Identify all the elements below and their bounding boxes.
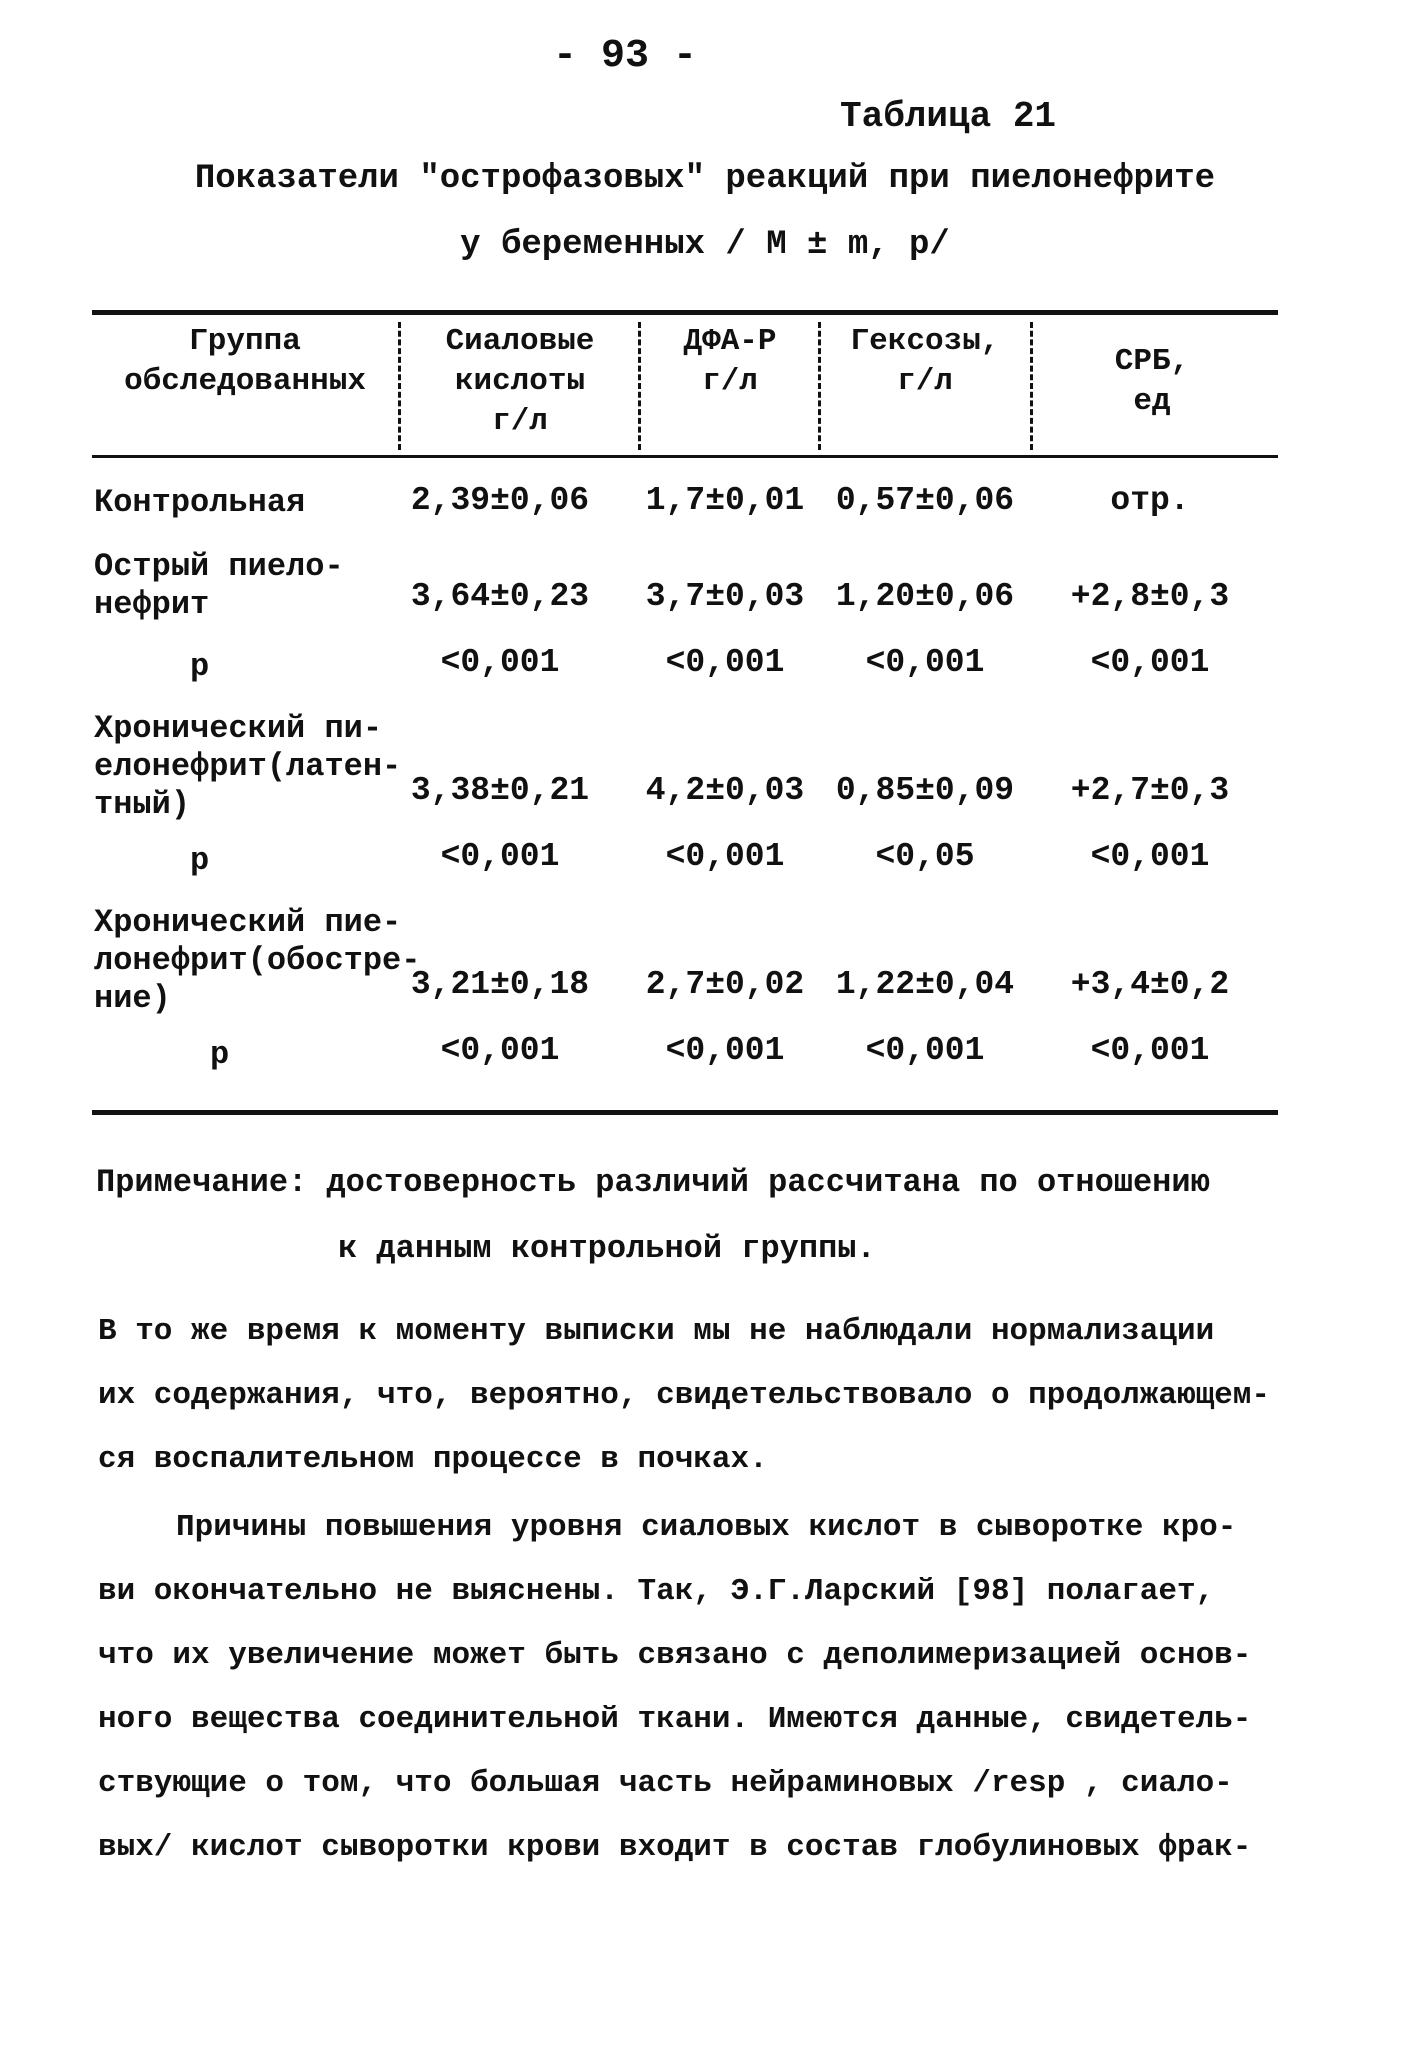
p-cell: <0,001: [665, 838, 785, 875]
value-cell: 4,2±0,03: [645, 772, 805, 809]
p-cell: <0,05: [875, 838, 975, 875]
value-cell: +3,4±0,2: [1070, 966, 1230, 1003]
row-label-acute: Острый пиело- нефрит: [94, 548, 344, 623]
col-header-dfa: ДФА-Р г/л: [683, 324, 777, 399]
paragraph-line: что их увеличение может быть связано с деполимеризацией основ-: [98, 1638, 1252, 1673]
value-cell: 1,22±0,04: [835, 966, 1015, 1003]
table-number: Таблица 21: [840, 96, 1057, 137]
table-bottom-rule: [92, 1110, 1278, 1115]
col-header-sialic-acids: Сиаловые кислоты г/л: [445, 324, 595, 439]
value-cell: +2,8±0,3: [1070, 578, 1230, 615]
p-cell: <0,001: [440, 838, 560, 875]
p-cell: <0,001: [665, 644, 785, 681]
table-top-rule: [92, 310, 1278, 315]
paragraph-line: ствующие о том, что большая часть нейраминовых /resp , сиало-: [98, 1766, 1233, 1801]
p-cell: <0,001: [1090, 1032, 1210, 1069]
value-cell: 0,57±0,06: [835, 482, 1015, 519]
value-cell: 3,38±0,21: [410, 772, 590, 809]
p-cell: <0,001: [440, 644, 560, 681]
p-cell: <0,001: [865, 644, 985, 681]
p-cell: <0,001: [665, 1032, 785, 1069]
paragraph-line: Причины повышения уровня сиаловых кислот в сыворотке кро-: [176, 1510, 1237, 1545]
value-cell: +2,7±0,3: [1070, 772, 1230, 809]
table-header-rule: [92, 455, 1278, 458]
page-number: - 93 -: [552, 34, 698, 79]
col-header-group: Группа обследованных: [124, 324, 366, 399]
value-cell: 1,7±0,01: [645, 482, 805, 519]
row-label-control: Контрольная: [94, 484, 306, 521]
p-cell: <0,001: [865, 1032, 985, 1069]
paragraph-line: ного вещества соединительной ткани. Имеются данные, свидетель-: [98, 1702, 1252, 1737]
table-title-line2: у беременных / M ± m, p/: [460, 226, 950, 264]
paragraph-line: ви окончательно не выяснены. Так, Э.Г.Ларский [98] полагает,: [98, 1574, 1215, 1609]
value-cell: 2,7±0,02: [645, 966, 805, 1003]
value-cell: 3,7±0,03: [645, 578, 805, 615]
row-label-chronic-latent: Хронический пи- елонефрит(латен- тный): [94, 710, 402, 823]
col-header-crp: СРБ, ед: [1114, 344, 1190, 419]
paragraph-line: В то же время к моменту выписки мы не наблюдали нормализации: [98, 1314, 1215, 1349]
table-title-line1: Показатели "острофазовых" реакций при пиелонефрите: [194, 160, 1216, 198]
table-note-line2: к данным контрольной группы.: [338, 1230, 876, 1267]
paragraph-line: ся воспалительном процессе в почках.: [98, 1442, 768, 1477]
p-label: p: [210, 1036, 230, 1073]
value-cell: отр.: [1110, 482, 1190, 519]
p-label: p: [190, 842, 210, 879]
col-header-hexoses: Гексозы, г/л: [850, 324, 1000, 399]
p-label: p: [190, 648, 210, 685]
value-cell: 3,64±0,23: [410, 578, 590, 615]
p-cell: <0,001: [1090, 838, 1210, 875]
value-cell: 1,20±0,06: [835, 578, 1015, 615]
table-note-line1: Примечание: достоверность различий рассчитана по отношению: [96, 1164, 1210, 1201]
value-cell: 2,39±0,06: [410, 482, 590, 519]
p-cell: <0,001: [440, 1032, 560, 1069]
p-cell: <0,001: [1090, 644, 1210, 681]
paragraph-line: их содержания, что, вероятно, свидетельствовало о продолжающем-: [98, 1378, 1270, 1413]
value-cell: 0,85±0,09: [835, 772, 1015, 809]
row-label-chronic-exacerbation: Хронический пие- лонефрит(обостре- ние): [94, 904, 421, 1017]
paragraph-line: вых/ кислот сыворотки крови входит в состав глобулиновых фрак-: [98, 1830, 1252, 1865]
value-cell: 3,21±0,18: [410, 966, 590, 1003]
